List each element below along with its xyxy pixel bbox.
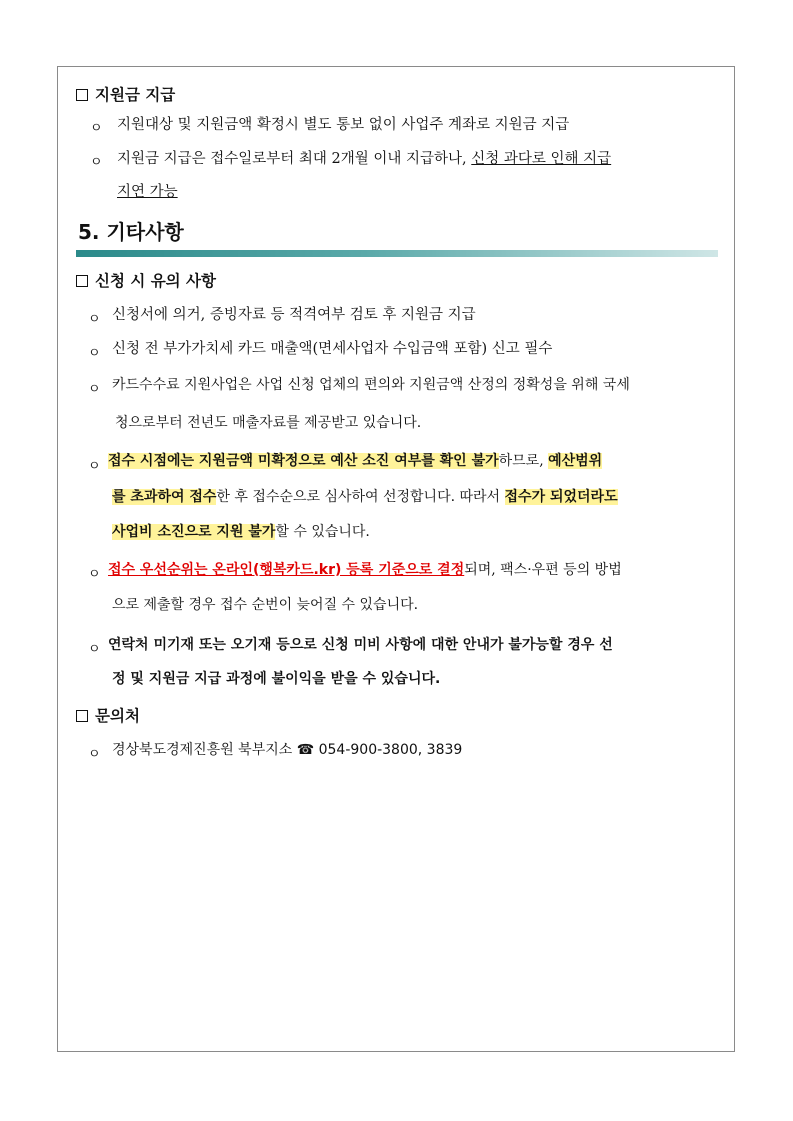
list-item: 접수 우선순위는 온라인(행복카드.kr) 등록 기준으로 결정되며, 팩스·우편 등의 방법 <box>108 562 622 578</box>
list-item-continued: 사업비 소진으로 지원 불가할 수 있습니다. <box>112 524 370 540</box>
contact-info: 경상북도경제진흥원 북부지소 ☎ 054-900-3800, 3839 <box>112 742 463 758</box>
list-item: 지원대상 및 지원금액 확정시 별도 통보 없이 사업주 계좌로 지원금 지급 <box>117 117 570 133</box>
list-item: 신청서에 의거, 증빙자료 등 적격여부 검토 후 지원금 지급 <box>112 307 476 323</box>
list-item: 지원금 지급은 접수일로부터 최대 2개월 이내 지급하나, 신청 과다로 인해 지급 <box>117 151 612 167</box>
bullet-icon: ㅇ <box>88 382 101 397</box>
checkbox-square-icon <box>76 275 88 287</box>
bullet-icon: ㅇ <box>88 747 101 762</box>
list-item-continued: 청으로부터 전년도 매출자료를 제공받고 있습니다. <box>115 415 422 431</box>
bullet-icon: ㅇ <box>88 459 101 474</box>
section-heading: 5. 기타사항 <box>78 220 184 244</box>
bullet-icon: ㅇ <box>88 567 101 582</box>
bullet-icon: ㅇ <box>88 312 101 327</box>
bullet-icon: ㅇ <box>88 642 101 657</box>
list-item-continued: 를 초과하여 접수한 후 접수순으로 심사하여 선정합니다. 따라서 접수가 되었더라도 <box>112 489 618 505</box>
bullet-icon: ㅇ <box>90 121 103 136</box>
section-title-caution: 신청 시 유의 사항 <box>76 271 216 291</box>
bullet-icon: ㅇ <box>90 155 103 170</box>
section-title-contact: 문의처 <box>76 706 140 726</box>
list-item: 접수 시점에는 지원금액 미확정으로 예산 소진 여부를 확인 불가하므로, 예산범위 <box>108 453 603 469</box>
checkbox-square-icon <box>76 89 88 101</box>
list-item: 카드수수료 지원사업은 사업 신청 업체의 편의와 지원금액 산정의 정확성을 위해 국세 <box>112 377 630 393</box>
bullet-icon: ㅇ <box>88 346 101 361</box>
heading-underline-bar <box>76 250 718 257</box>
list-item: 연락처 미기재 또는 오기재 등으로 신청 미비 사항에 대한 안내가 불가능할 경우 선 <box>108 637 613 653</box>
section-title-grant: 지원금 지급 <box>76 85 175 105</box>
list-item-continued: 으로 제출할 경우 접수 순번이 늦어질 수 있습니다. <box>112 597 419 613</box>
list-item-continued: 지연 가능 <box>117 184 178 200</box>
list-item: 신청 전 부가가치세 카드 매출액(면세사업자 수입금액 포함) 신고 필수 <box>112 341 553 357</box>
list-item-continued: 정 및 지원금 지급 과정에 불이익을 받을 수 있습니다. <box>112 671 441 687</box>
checkbox-square-icon <box>76 710 88 722</box>
